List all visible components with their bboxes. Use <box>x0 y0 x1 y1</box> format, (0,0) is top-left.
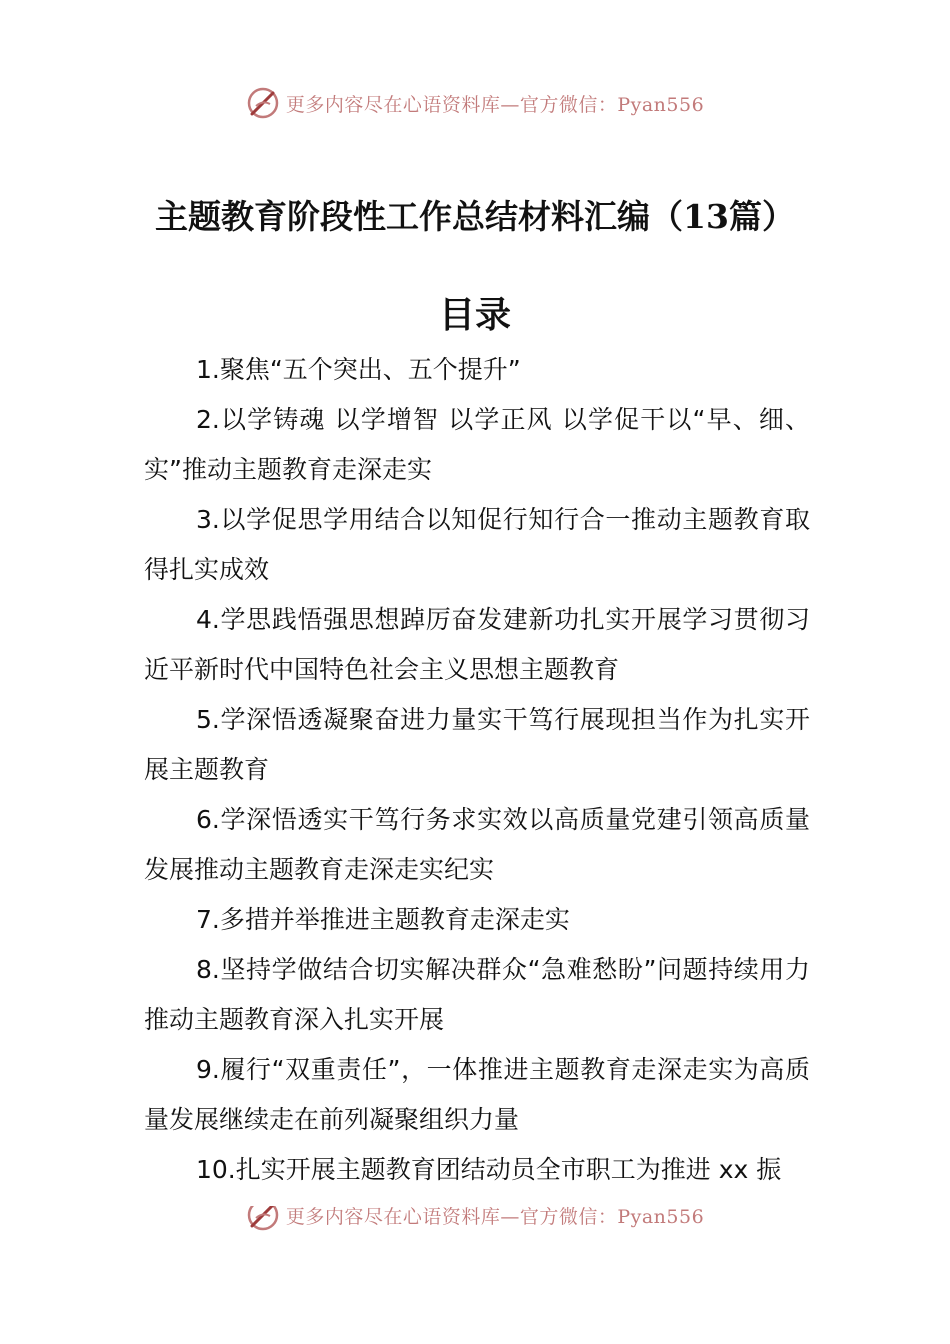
toc-item: 1.聚焦“五个突出、五个提升” <box>196 355 521 384</box>
pen-logo-icon <box>246 1206 280 1232</box>
watermark-text: 更多内容尽在心语资料库—官方微信：Pyan556 <box>285 93 705 116</box>
toc-item: 9.履行“双重责任”，一体推进主题教育走深走实为高质量发展继续走在前列凝聚组织力量 <box>144 1055 810 1134</box>
watermark-header <box>0 86 950 120</box>
document-title: 主题教育阶段性工作总结材料汇编（13篇） <box>155 197 795 236</box>
toc-item: 10.扎实开展主题教育团结动员全市职工为推进 xx 振 <box>196 1155 782 1184</box>
toc-item: 8.坚持学做结合切实解决群众“急难愁盼”问题持续用力推动主题教育深入扎实开展 <box>144 955 810 1034</box>
table-of-contents <box>144 345 810 1195</box>
toc-item: 5.学深悟透凝聚奋进力量实干笃行展现担当作为扎实开展主题教育 <box>144 705 810 784</box>
toc-item: 7.多措并举推进主题教育走深走实 <box>196 905 570 934</box>
toc-item: 4.学思践悟强思想踔厉奋发建新功扎实开展学习贯彻习近平新时代中国特色社会主义思想主题教育 <box>144 605 810 684</box>
toc-heading: 目录 <box>438 294 511 336</box>
watermark-text: 更多内容尽在心语资料库—官方微信：Pyan556 <box>285 1206 705 1228</box>
toc-item: 2.以学铸魂 以学增智 以学正风 以学促干以“早、细、实”推动主题教育走深走实 <box>144 405 810 484</box>
toc-item: 6.学深悟透实干笃行务求实效以高质量党建引领高质量发展推动主题教育走深走实纪实 <box>144 805 810 884</box>
watermark-footer <box>0 1206 950 1232</box>
toc-item: 3.以学促思学用结合以知促行知行合一推动主题教育取得扎实成效 <box>144 505 810 584</box>
pen-logo-icon <box>246 86 280 120</box>
